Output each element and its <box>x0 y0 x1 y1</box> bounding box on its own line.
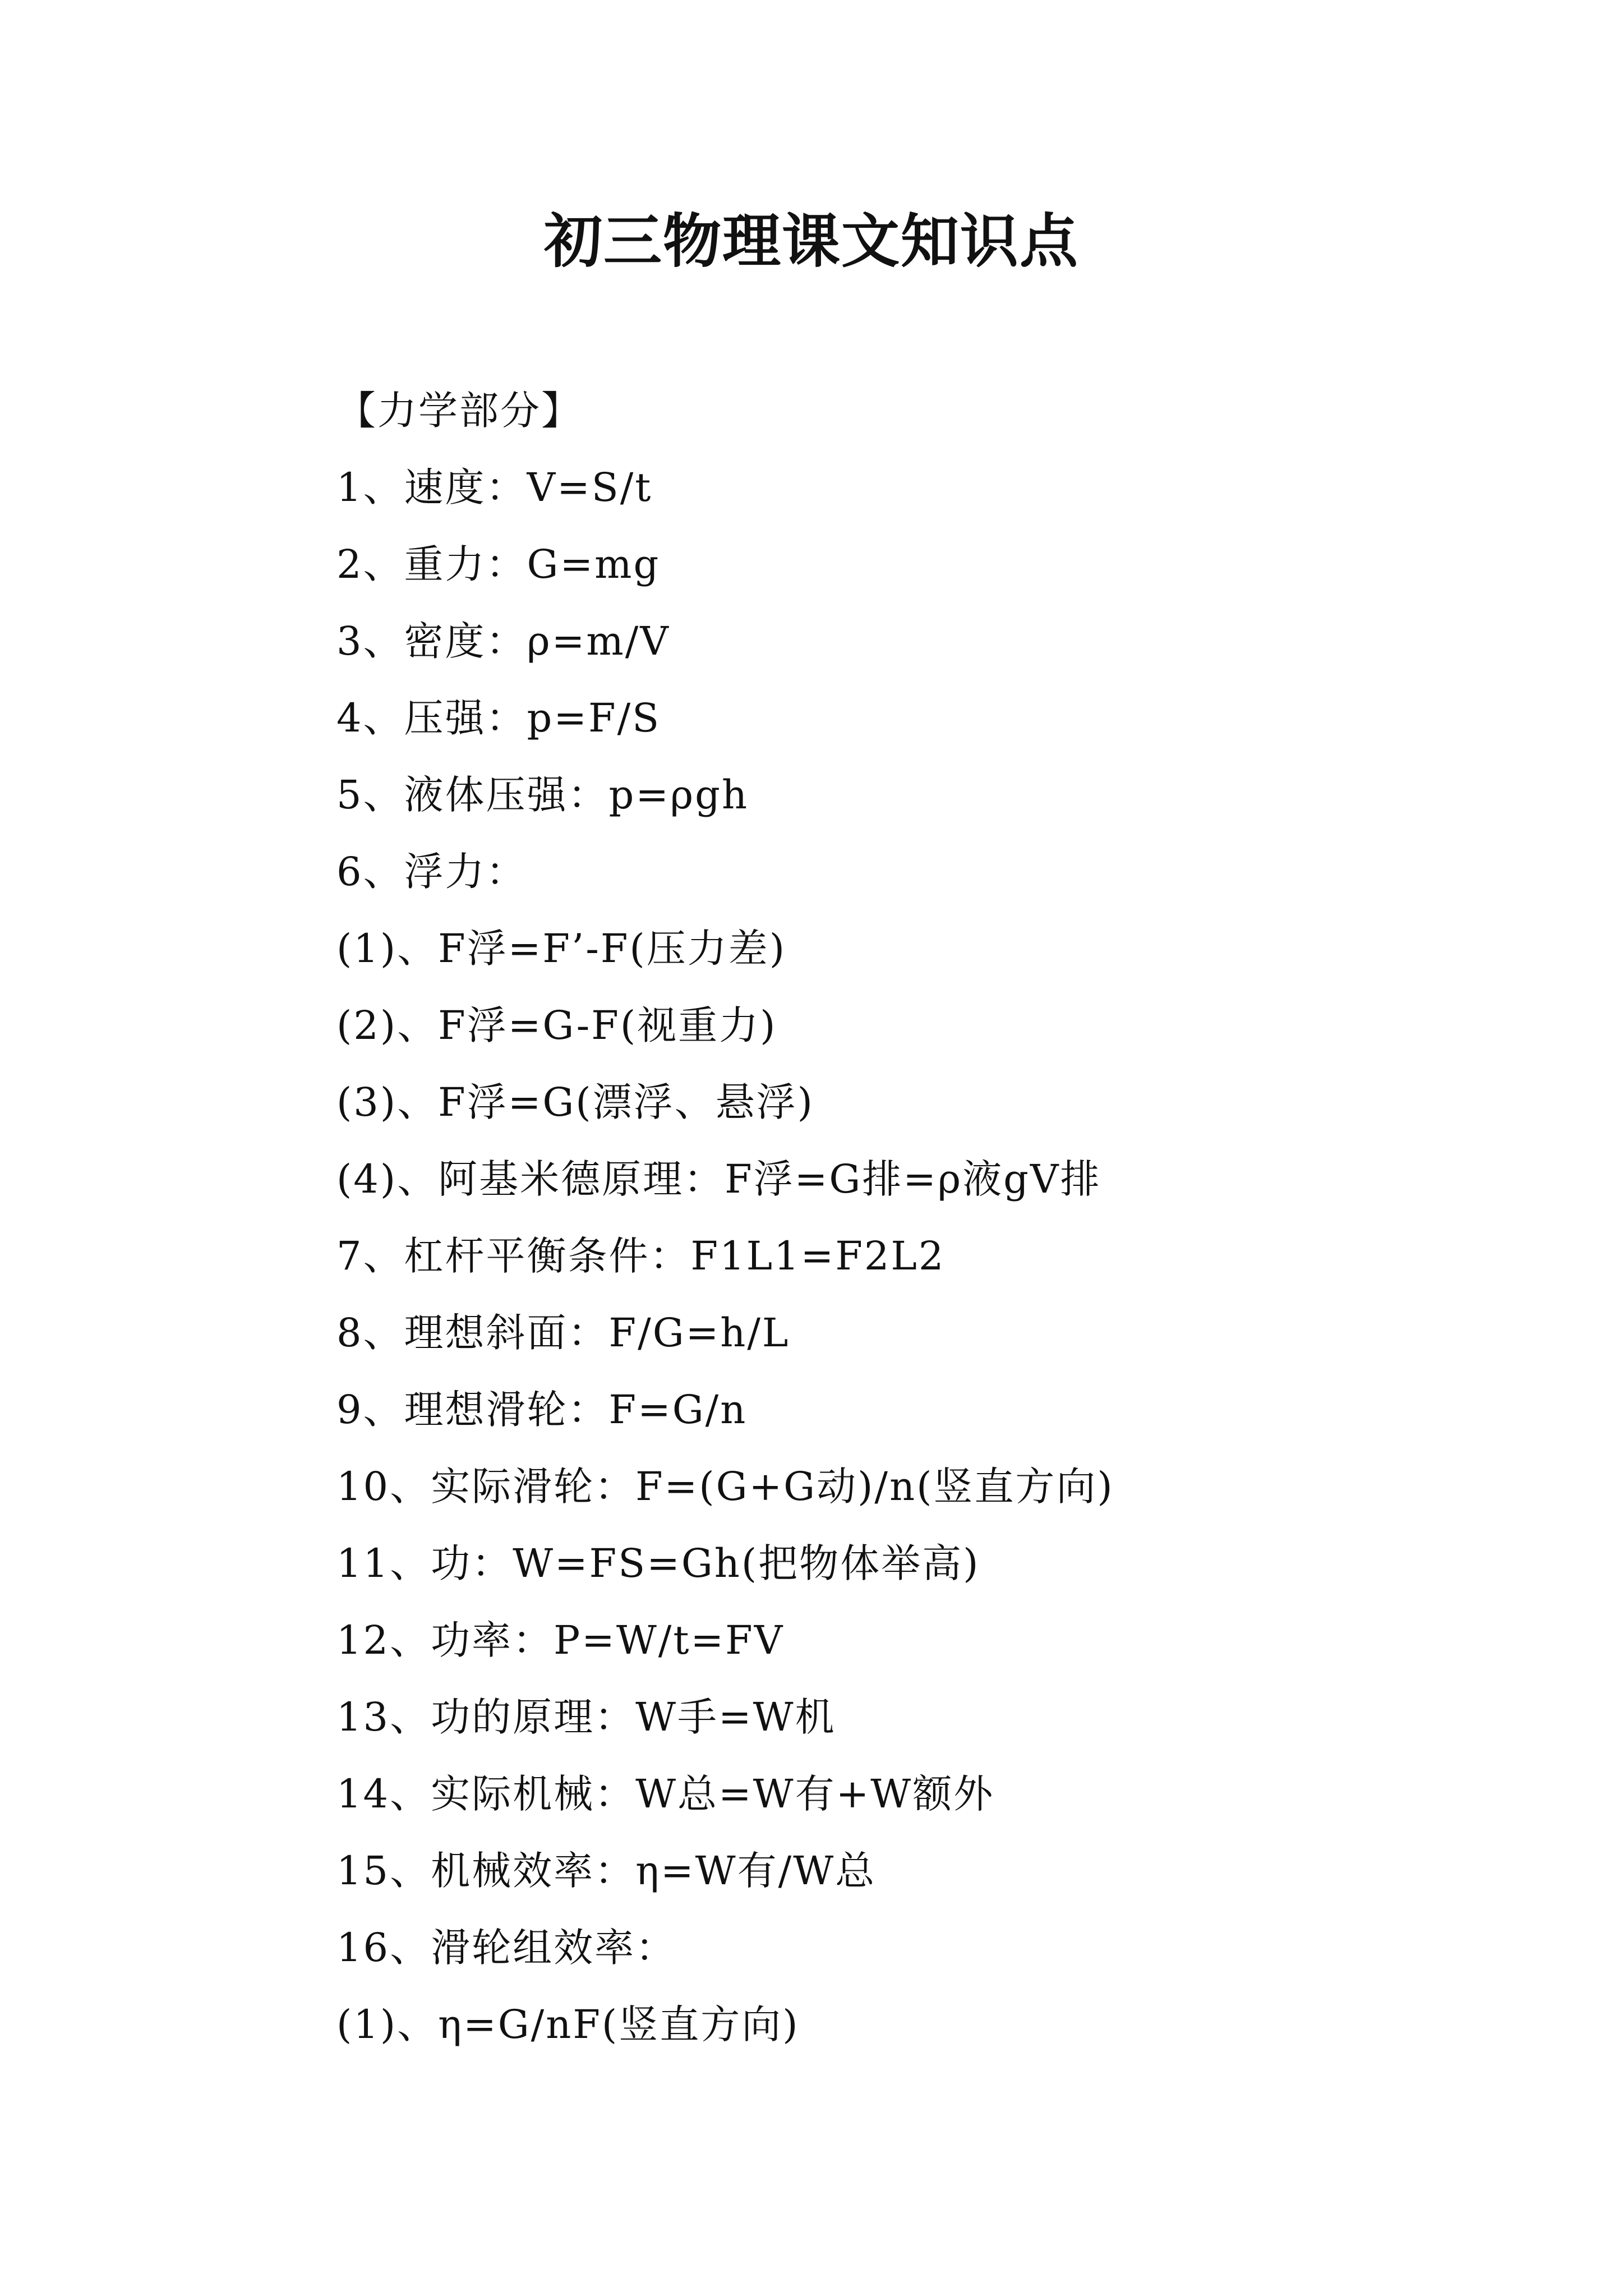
list-item: 5、液体压强：p=ρgh <box>336 772 749 818</box>
list-item: 6、浮力： <box>336 849 527 895</box>
list-item: (1)、η=G/nF(竖直方向) <box>336 2001 800 2047</box>
list-item: 7、杠杆平衡条件：F1L1=F2L2 <box>336 1233 946 1279</box>
list-item: (4)、阿基米德原理：F浮=G排=ρ液gV排 <box>336 1156 1101 1202</box>
section-heading: 【力学部分】 <box>336 388 582 434</box>
list-item: 16、滑轮组效率： <box>336 1925 677 1971</box>
list-item: 4、压强：p=F/S <box>336 695 661 741</box>
list-item: 9、理想滑轮：F=G/n <box>336 1387 748 1433</box>
formula-list <box>336 372 1514 2063</box>
list-item: 8、理想斜面：F/G=h/L <box>336 1310 790 1356</box>
list-item: 3、密度：ρ=m/V <box>336 618 670 664</box>
list-item: 14、实际机械：W总=W有+W额外 <box>336 1771 995 1817</box>
list-item: 10、实际滑轮：F=(G+G动)/n(竖直方向) <box>336 1464 1114 1510</box>
list-item: (2)、F浮=G-F(视重力) <box>336 1002 777 1048</box>
list-item: 13、功的原理：W手=W机 <box>336 1694 836 1740</box>
list-item: 12、功率：P=W/t=FV <box>336 1617 785 1663</box>
document-title: 初三物理课文知识点 <box>543 206 1079 275</box>
list-item: 2、重力：G=mg <box>336 541 661 587</box>
list-item: 11、功：W=FS=Gh(把物体举高) <box>336 1540 980 1586</box>
list-item: 1、速度：V=S/t <box>336 464 653 510</box>
list-item: (3)、F浮=G(漂浮、悬浮) <box>336 1079 814 1125</box>
list-item: (1)、F浮=F’-F(压力差) <box>336 926 787 972</box>
list-item: 15、机械效率：η=W有/W总 <box>336 1848 877 1894</box>
